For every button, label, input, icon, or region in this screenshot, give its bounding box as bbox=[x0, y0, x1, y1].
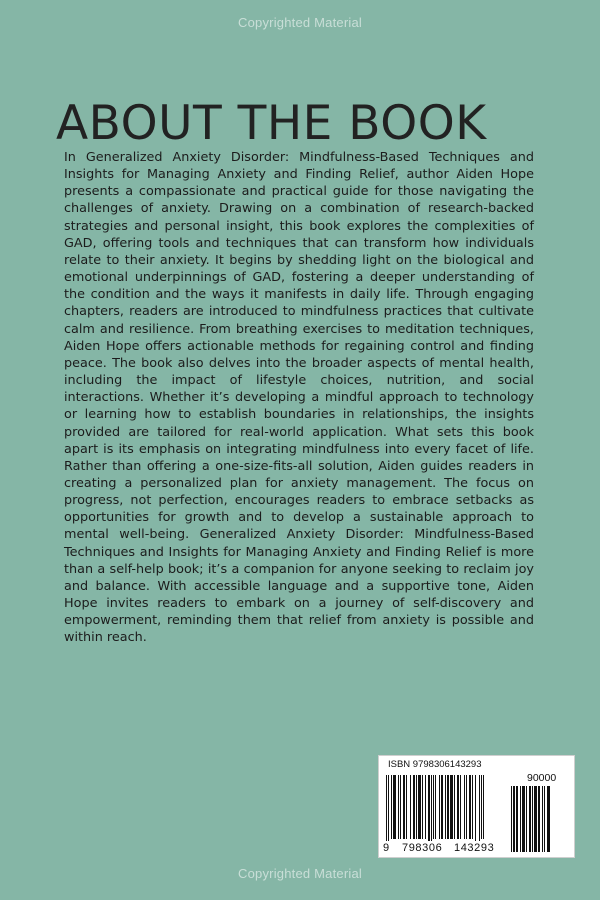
barcode-bar bbox=[542, 786, 543, 852]
barcode-addon-bars bbox=[511, 786, 569, 852]
barcode-bar bbox=[547, 786, 550, 852]
barcode-bar bbox=[513, 786, 515, 852]
barcode-bar bbox=[431, 775, 432, 845]
barcode-bar bbox=[483, 775, 484, 839]
barcode-bar bbox=[391, 775, 392, 839]
barcode-bar bbox=[532, 786, 533, 852]
barcode-bar bbox=[447, 775, 449, 839]
barcode-bar bbox=[428, 775, 430, 845]
barcode-bar bbox=[464, 775, 465, 839]
barcode-bar bbox=[410, 775, 411, 839]
barcode-bar bbox=[457, 775, 459, 839]
barcode-digit-lead: 9 bbox=[383, 842, 390, 854]
barcode-bar bbox=[422, 775, 423, 839]
barcode-bar bbox=[418, 775, 421, 839]
barcode-bar bbox=[441, 775, 443, 839]
barcode-bar bbox=[479, 775, 480, 845]
copyright-watermark-bottom: Copyrighted Material bbox=[238, 866, 362, 881]
barcode-bar bbox=[538, 786, 540, 852]
barcode-bar bbox=[388, 775, 389, 845]
barcode-bar bbox=[534, 786, 537, 852]
page-title: ABOUT THE BOOK bbox=[56, 96, 487, 151]
barcode-bar bbox=[400, 775, 401, 839]
barcode-bar bbox=[526, 786, 527, 852]
barcode-bar bbox=[472, 775, 473, 839]
barcode-bar bbox=[433, 775, 434, 839]
price-code: 90000 bbox=[527, 772, 557, 784]
barcode-bar bbox=[445, 775, 446, 839]
barcode-bar bbox=[393, 775, 396, 839]
barcode-bar bbox=[435, 775, 436, 839]
barcode-bar bbox=[481, 775, 482, 839]
copyright-watermark-top: Copyrighted Material bbox=[238, 15, 362, 30]
barcode-bar bbox=[511, 786, 512, 852]
barcode-bar bbox=[460, 775, 461, 839]
barcode-bars bbox=[386, 775, 508, 850]
barcode-bar bbox=[454, 775, 455, 839]
barcode-bar bbox=[466, 775, 467, 839]
barcode-bar bbox=[529, 786, 531, 852]
barcode-bar bbox=[469, 775, 471, 839]
isbn-barcode bbox=[378, 755, 575, 858]
barcode-bar bbox=[398, 775, 399, 839]
barcode-bar bbox=[439, 775, 440, 839]
barcode-bar bbox=[406, 775, 407, 839]
barcode-bar bbox=[416, 775, 417, 839]
barcode-bar bbox=[516, 786, 518, 852]
barcode-bar bbox=[403, 775, 405, 839]
book-description: In Generalized Anxiety Disorder: Mindfulness-Based Techniques and Insights for Managing Anxiety and Finding Relief, author Aiden Hope presents a compassionate and practical guide for those navigating the challenges of anxiety. Drawing on a combination of research-backed strategies and personal insight, this book explores the complexities of GAD, offering tools and techniques that can transform how individuals relate to their anxiety. It begins by shedding light on the biological and emotional underpinnings of GAD, fostering a deeper understanding of the condition and the ways it manifests in daily life. Through engaging chapters, readers are introduced to mindfulness practices that cultivate calm and resilience. From breathing exercises to meditation techniques, Aiden Hope offers actionable methods for regaining control and finding peace. The book also delves into the broader aspects of mental health, including the impact of lifestyle choices, nutrition, and social interactions. Whether it’s developing a mindful approach to technology or learning how to establish boundaries in relationships, the insights provided are tailored for real-world application. What sets this book apart is its emphasis on integrating mindfulness into every facet of life. Rather than offering a one-size-fits-all solution, Aiden guides readers in creating a personalized plan for anxiety management. The focus on progress, not perfection, encourages readers to embrace setbacks as opportunities for growth and to develop a sustainable approach to mental well-being. Generalized Anxiety Disorder: Mindfulness-Based Techniques and Insights for Managing Anxiety and Finding Relief is more than a self-help book; it’s a companion for anyone seeking to reclaim joy and balance. With accessible language and a supportive tone, Aiden Hope invites readers to embark on a journey of self-discovery and empowerment, reminding them that relief from anxiety is possible and within reach. bbox=[64, 150, 534, 646]
barcode-bar bbox=[544, 786, 545, 852]
barcode-digits-left: 798306 bbox=[402, 842, 443, 854]
barcode-bar bbox=[413, 775, 415, 839]
isbn-label: ISBN 9798306143293 bbox=[388, 759, 482, 770]
barcode-bar bbox=[386, 775, 387, 845]
barcode-digits-right: 143293 bbox=[454, 842, 495, 854]
barcode-bar bbox=[522, 786, 525, 852]
barcode-bar bbox=[450, 775, 453, 839]
barcode-bar bbox=[425, 775, 426, 839]
barcode-bar bbox=[475, 775, 476, 845]
barcode-bar bbox=[520, 786, 521, 852]
